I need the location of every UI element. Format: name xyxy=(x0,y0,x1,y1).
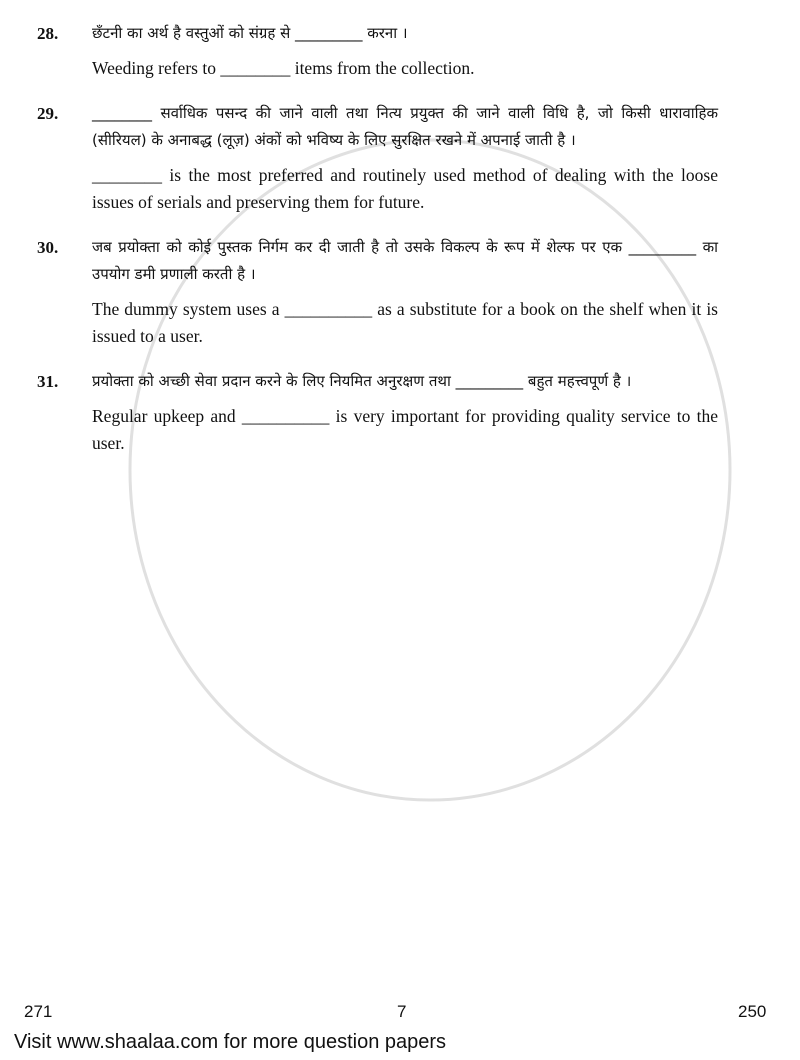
question-hindi: ________ सर्वाधिक पसन्द की जाने वाली तथा नित्य प्रयुक्त की जाने वाली विधि है, जो किसी धारावाहिक (सीरियल) के अनाबद्ध (लूज़) अंकों को भविष्य के लिए सुरक्षित रखने में अपनाई जाती है । xyxy=(92,104,718,149)
question-number: 30. xyxy=(37,238,59,257)
question-english: Weeding refers to ________ items from the collection. xyxy=(92,58,475,78)
question-hindi: छँटनी का अर्थ है वस्तुओं को संग्रह से _________ करना । xyxy=(92,24,408,42)
question-number: 28. xyxy=(37,24,59,43)
page-footer xyxy=(0,998,800,1060)
question-28 xyxy=(37,20,718,82)
question-30 xyxy=(37,234,718,350)
question-english: ________ is the most preferred and routinely used method of dealing with the loose issues of serials and preserving them for future. xyxy=(92,165,718,212)
question-english: The dummy system uses a __________ as a substitute for a book on the shelf when it is issued to a user. xyxy=(92,299,718,346)
question-31 xyxy=(37,368,718,457)
question-hindi: प्रयोक्ता को अच्छी सेवा प्रदान करने के लिए नियमित अनुरक्षण तथा _________ बहुत महत्त्वपूर्ण है । xyxy=(92,372,632,390)
question-29 xyxy=(37,100,718,216)
question-hindi: जब प्रयोक्ता को कोई पुस्तक निर्गम कर दी जाती है तो उसके विकल्प के रूप में शेल्फ पर एक _________ का उपयोग डमी प्रणाली करती है । xyxy=(92,238,718,283)
question-number: 31. xyxy=(37,372,59,391)
question-english: Regular upkeep and __________ is very important for providing quality service to the user. xyxy=(92,406,718,453)
question-list xyxy=(0,0,800,457)
page-right-number: 250 xyxy=(738,1002,767,1021)
promo-link[interactable]: Visit www.shaalaa.com for more question papers xyxy=(14,1031,447,1053)
question-number: 29. xyxy=(37,104,59,123)
paper-code: 271 xyxy=(24,1002,53,1021)
page-number: 7 xyxy=(397,1002,407,1021)
